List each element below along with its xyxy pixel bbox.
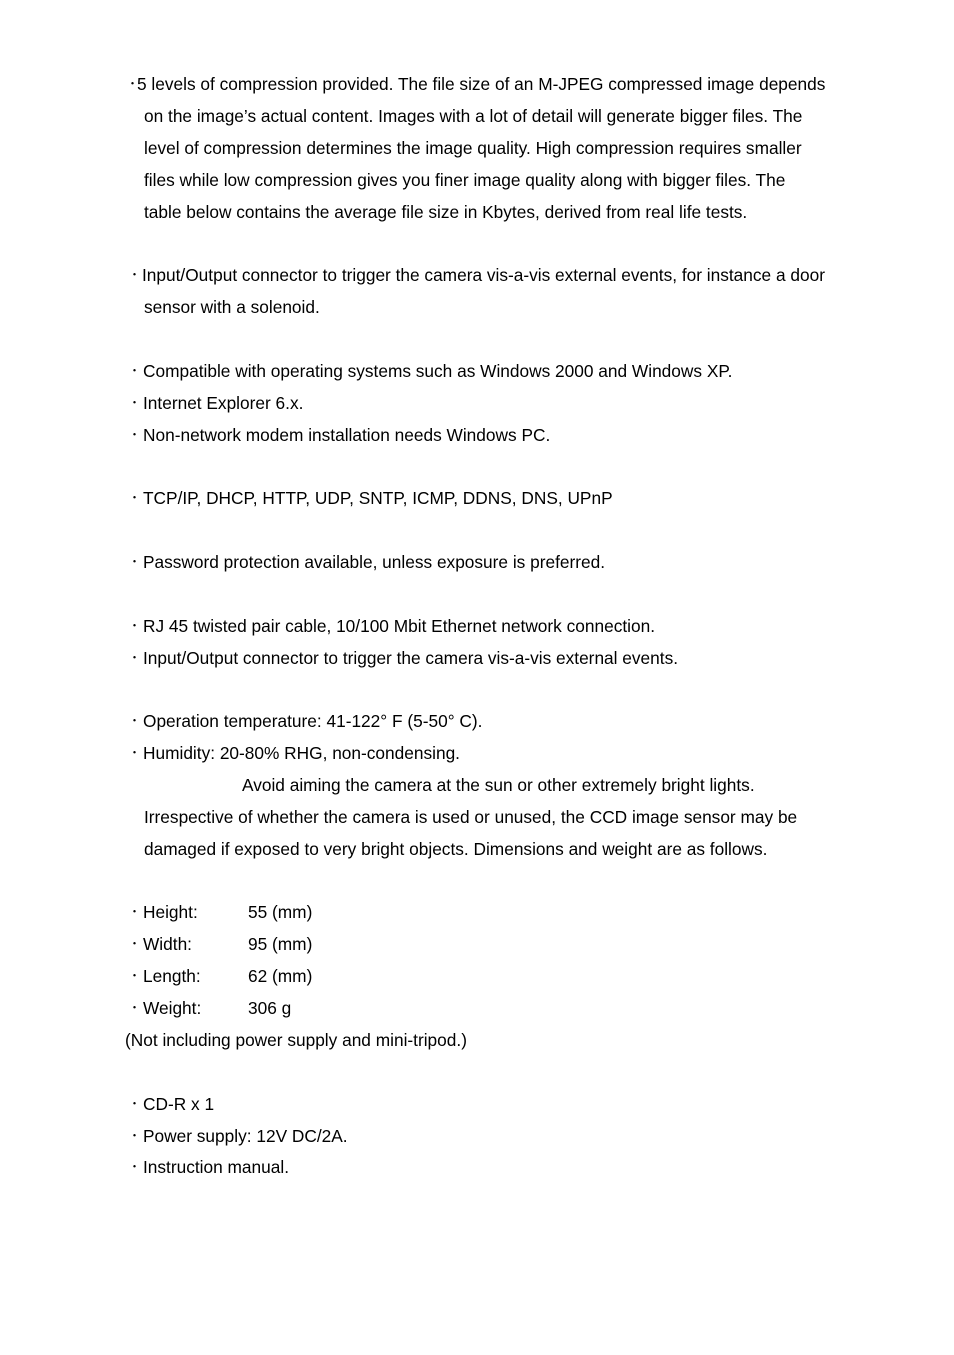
password-item: Password protection available, unless exposure is preferred.	[143, 552, 606, 572]
bullet-dot: ・	[128, 1159, 142, 1174]
io-line-1: Input/Output connector to trigger the camera vis-a-vis external events, for instance a door	[142, 265, 825, 285]
caution-line-3: damaged if exposed to very bright objects. Dimensions and weight are as follows.	[144, 839, 768, 859]
spec-label-width: Width:	[143, 934, 192, 954]
bullet-dot: ・	[128, 936, 142, 951]
bullet-dot: ・	[128, 1000, 142, 1015]
spec-label-length: Length:	[143, 966, 201, 986]
bullet-dot: ・	[128, 904, 142, 919]
bullet-dot: ・	[128, 267, 142, 282]
spec-label-weight: Weight:	[143, 998, 202, 1018]
spec-value-weight: 306 g	[248, 998, 292, 1018]
compat-item-1: Compatible with operating systems such as Windows 2000 and Windows XP.	[143, 361, 733, 381]
network-item-2: Input/Output connector to trigger the camera vis-a-vis external events.	[143, 648, 679, 668]
package-item-2: Power supply: 12V DC/2A.	[143, 1126, 348, 1146]
compat-item-3: Non-network modem installation needs Windows PC.	[143, 425, 551, 445]
compression-line-4: files while low compression gives you finer image quality along with bigger files. The	[144, 170, 786, 190]
bullet-dot: ・	[128, 490, 142, 505]
compat-item-2: Internet Explorer 6.x.	[143, 393, 304, 413]
bullet-dot: ・	[128, 650, 142, 665]
bullet-dot: ・	[128, 713, 142, 728]
environment-item-2: Humidity: 20-80% RHG, non-condensing.	[143, 743, 460, 763]
bullet-dot: ・	[128, 554, 142, 569]
environment-item-1: Operation temperature: 41-122° F (5-50° C).	[143, 711, 483, 731]
compression-line-3: level of compression determines the image quality. High compression requires smaller	[144, 138, 802, 158]
spec-value-height: 55 (mm)	[248, 902, 313, 922]
bullet-dot: ・	[128, 618, 142, 633]
bullet-dot: ・	[128, 427, 142, 442]
bullet-dot: ・	[128, 395, 142, 410]
bullet-dot: ・	[128, 968, 142, 983]
bullet-dot: ・	[128, 1128, 142, 1143]
compression-line-2: on the image’s actual content. Images with a lot of detail will generate bigger files. The	[144, 106, 803, 126]
spec-value-length: 62 (mm)	[248, 966, 313, 986]
io-line-2: sensor with a solenoid.	[144, 297, 320, 317]
spec-label-height: Height:	[143, 902, 198, 922]
spec-value-width: 95 (mm)	[248, 934, 313, 954]
protocols-item: TCP/IP, DHCP, HTTP, UDP, SNTP, ICMP, DDNS, DNS, UPnP	[143, 488, 613, 508]
network-item-1: RJ 45 twisted pair cable, 10/100 Mbit Ethernet network connection.	[143, 616, 655, 636]
package-item-3: Instruction manual.	[143, 1157, 290, 1177]
bullet-dot: ・	[126, 76, 140, 91]
compression-line-1: 5 levels of compression provided. The file size of an M-JPEG compressed image depends	[137, 74, 826, 94]
bullet-dot: ・	[128, 745, 142, 760]
specs-note: (Not including power supply and mini-tripod.)	[125, 1030, 467, 1050]
bullet-dot: ・	[128, 1096, 142, 1111]
compression-line-5: table below contains the average file size in Kbytes, derived from real life tests.	[144, 202, 748, 222]
caution-line-1: Avoid aiming the camera at the sun or other extremely bright lights.	[242, 775, 755, 795]
caution-line-2: Irrespective of whether the camera is used or unused, the CCD image sensor may be	[144, 807, 798, 827]
package-item-1: CD-R x 1	[143, 1094, 215, 1114]
bullet-dot: ・	[128, 363, 142, 378]
